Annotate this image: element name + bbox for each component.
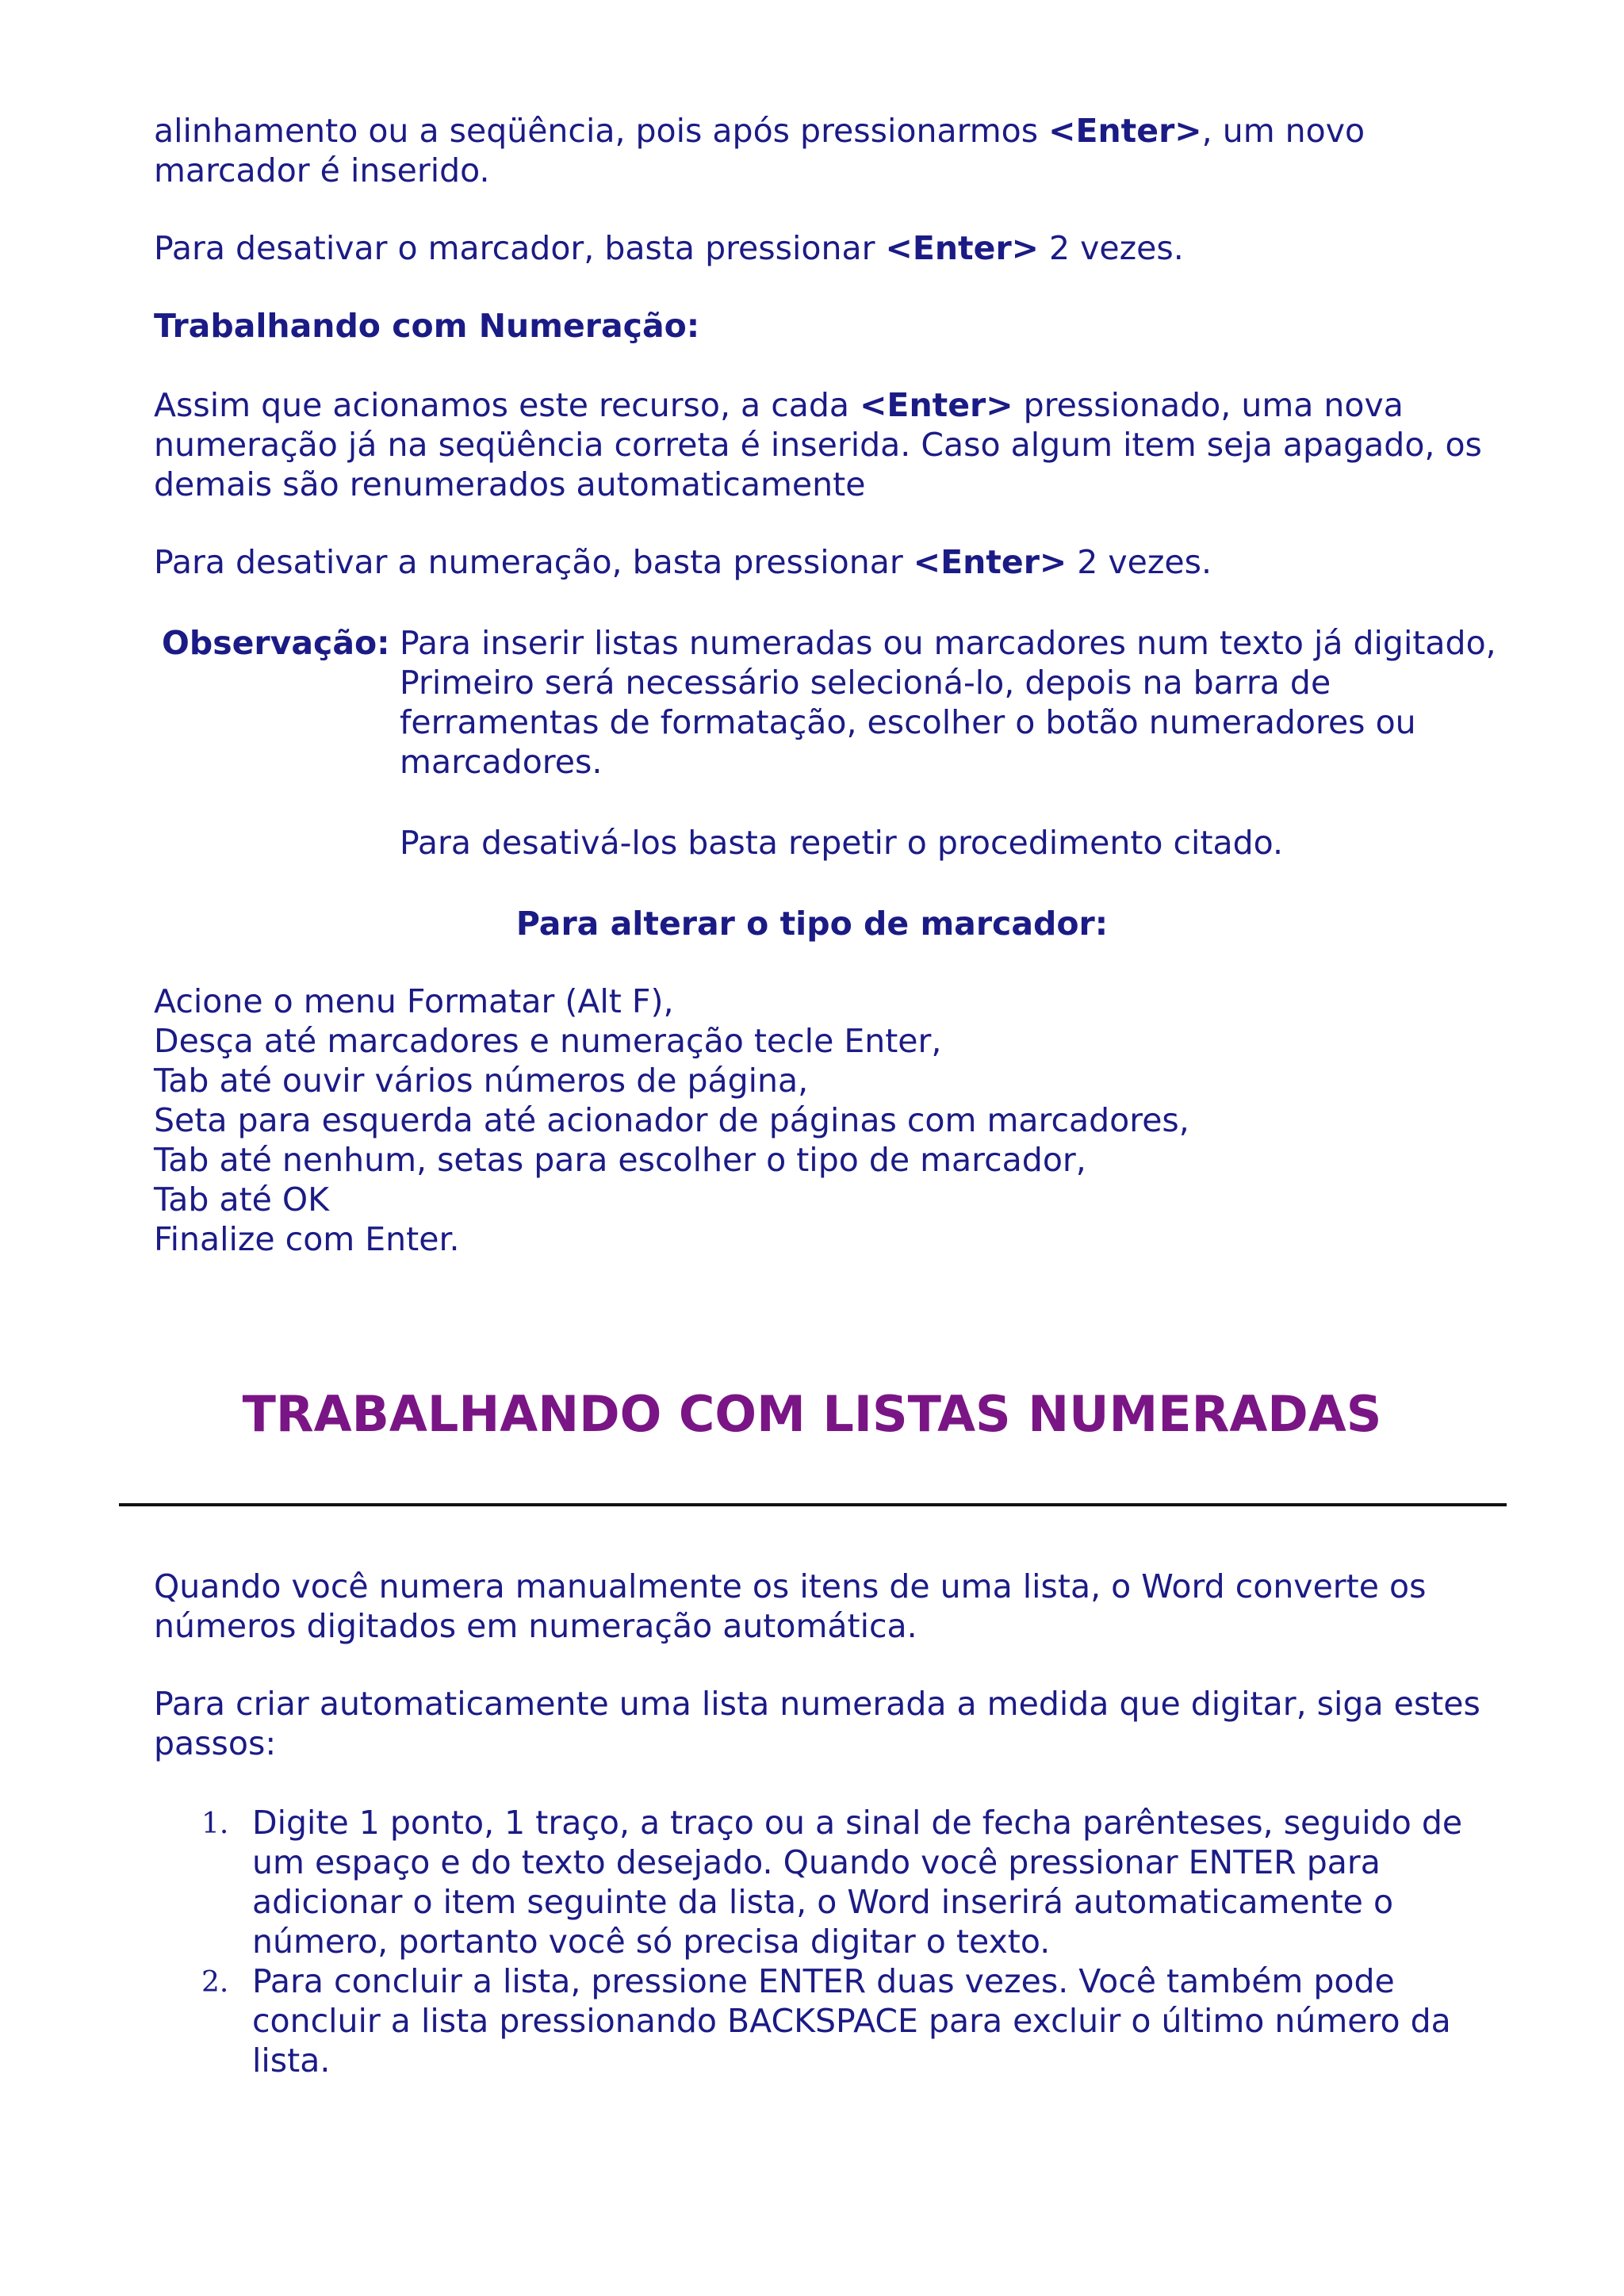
observacao-label: Observação: [162,624,390,662]
numbered-steps [154,1803,1502,2080]
instruction-line: Acione o menu Formatar (Alt F), [154,982,674,1020]
list-item-number: 2. [201,1966,229,1999]
instruction-line: Tab até ouvir vários números de página, [154,1062,809,1100]
instruction-list [154,982,1494,1259]
instruction-line: Desça até marcadores e numeração tecle Enter, [154,1022,942,1060]
instruction-line: Seta para esquerda até acionador de páginas com marcadores, [154,1101,1189,1139]
heading-trabalhando-numeracao: Trabalhando com Numeração: [154,307,700,345]
key-enter: <Enter> [913,543,1067,581]
key-enter: <Enter> [885,229,1040,267]
observacao-desativar: Para desativá-los basta repetir o procedimento citado. [400,824,1284,862]
list-item [154,1803,1502,1961]
key-enter: <Enter> [860,386,1013,424]
instruction-line: Finalize com Enter. [154,1220,460,1258]
list-item-number: 1. [201,1808,229,1840]
paragraph-desativar-numeracao: Para desativar a numeração, basta pressionar <Enter> 2 vezes. [154,543,1212,581]
list-item-text: Para concluir a lista, pressione ENTER duas vezes. Você também pode concluir a lista pressionando BACKSPACE para excluir o último número da lista. [252,1962,1451,2080]
paragraph-criar-lista: Para criar automaticamente uma lista numerada a medida que digitar, siga estes passos: [154,1685,1480,1762]
list-item-text: Digite 1 ponto, 1 traço, a traço ou a sinal de fecha parênteses, seguido de um espaço e do texto desejado. Quando você pressionar ENTER para adicionar o item seguinte da lista, o Word inserirá automaticamente o número, portanto você só precisa digitar o texto. [252,1804,1463,1961]
instruction-line: Tab até nenhum, setas para escolher o tipo de marcador, [154,1141,1086,1179]
observacao-text: Para inserir listas numeradas ou marcadores num texto já digitado, Primeiro será necessário selecioná-lo, depois na barra de ferramentas de formatação, escolher o botão numeradores ou marcadores. [400,624,1496,781]
heading-alterar-marcador: Para alterar o tipo de marcador: [515,905,1109,943]
section-title: TRABALHANDO COM LISTAS NUMERADAS [242,1385,1382,1443]
paragraph-numeracao-manual: Quando você numera manualmente os itens de uma lista, o Word converte os números digitados em numeração automática. [154,1567,1427,1645]
horizontal-rule [119,1503,1507,1506]
paragraph-enter-marcador: alinhamento ou a seqüência, pois após pressionarmos <Enter>, um novo marcador é inserido. [154,112,1365,189]
paragraph-numeracao: Assim que acionamos este recurso, a cada <Enter> pressionado, uma nova numeração já na seqüência correta é inserida. Caso algum item seja apagado, os demais são renumerados automaticamente [154,386,1482,503]
paragraph-desativar-marcador: Para desativar o marcador, basta pressionar <Enter> 2 vezes. [154,229,1184,267]
key-enter: <Enter> [1048,112,1202,150]
list-item [154,1961,1502,2080]
instruction-line: Tab até OK [154,1181,330,1219]
